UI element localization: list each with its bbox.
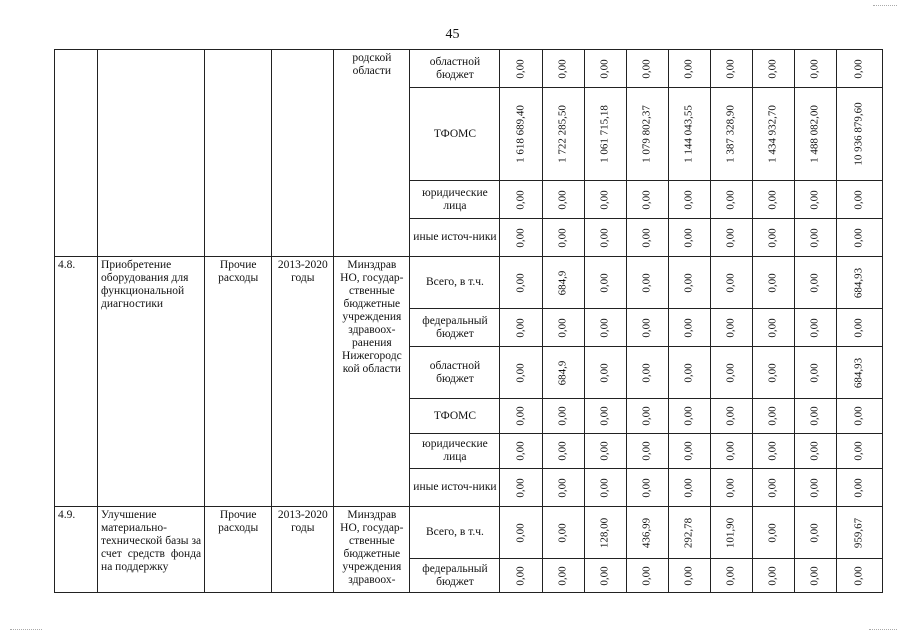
scan-edge-mark (10, 629, 42, 630)
value-text: 0,00 (808, 189, 821, 210)
value-text: 0,00 (514, 272, 527, 293)
value-cell (542, 559, 584, 593)
value-text: 0,00 (808, 58, 821, 79)
value-cell (794, 257, 836, 309)
value-cell (584, 559, 626, 593)
value-cell (710, 88, 752, 181)
period: 2013-2020 годы (272, 507, 334, 593)
value-text: 0,00 (852, 406, 865, 426)
value-cell (794, 219, 836, 257)
value-cell (500, 559, 542, 593)
value-text: 0,00 (766, 441, 779, 461)
value-cell (542, 181, 584, 219)
funding-source: областной бюджет (410, 347, 500, 399)
value-cell (752, 50, 794, 88)
value-cell (542, 469, 584, 507)
funding-source: Всего, в т.ч. (410, 507, 500, 559)
value-text: 0,00 (556, 522, 569, 543)
value-text: 128,00 (598, 517, 611, 548)
value-cell (542, 434, 584, 469)
value-text: 0,00 (556, 441, 569, 461)
value-cell (584, 219, 626, 257)
value-cell (794, 181, 836, 219)
value-cell (668, 434, 710, 469)
value-cell (836, 309, 882, 347)
value-text: 0,00 (682, 189, 695, 210)
value-cell (794, 559, 836, 593)
value-text: 0,00 (640, 362, 653, 383)
value-text: 0,00 (724, 565, 737, 586)
value-text: 0,00 (766, 58, 779, 79)
expense-category (205, 50, 272, 257)
value-text: 0,00 (598, 227, 611, 248)
value-cell (836, 399, 882, 434)
value-cell (626, 507, 668, 559)
value-cell (584, 309, 626, 347)
value-cell (626, 399, 668, 434)
value-cell (668, 257, 710, 309)
value-cell (794, 309, 836, 347)
value-cell (542, 399, 584, 434)
value-text: 0,00 (682, 272, 695, 293)
value-text: 0,00 (682, 58, 695, 79)
item-name: Улучшение материально-технической базы за счет средств фонда на поддержку (98, 507, 205, 593)
value-cell (626, 469, 668, 507)
value-text: 0,00 (682, 477, 695, 498)
value-text: 0,00 (852, 189, 865, 210)
value-cell (584, 50, 626, 88)
value-cell (584, 469, 626, 507)
value-cell (752, 181, 794, 219)
item-name (98, 50, 205, 257)
table-row (55, 507, 883, 559)
value-text: 0,00 (556, 58, 569, 79)
value-text: 0,00 (724, 317, 737, 338)
value-cell (584, 88, 626, 181)
value-cell (794, 399, 836, 434)
value-text: 1 079 802,37 (640, 105, 653, 163)
value-cell (626, 257, 668, 309)
value-text: 101,90 (724, 517, 737, 548)
value-cell (626, 181, 668, 219)
value-text: 0,00 (640, 477, 653, 498)
value-text: 0,00 (852, 317, 865, 338)
value-text: 0,00 (724, 362, 737, 383)
value-text: 0,00 (724, 406, 737, 426)
value-cell (500, 434, 542, 469)
value-text: 292,78 (682, 517, 695, 548)
value-text: 0,00 (640, 565, 653, 586)
value-text: 0,00 (514, 565, 527, 586)
value-cell (584, 181, 626, 219)
value-cell (584, 434, 626, 469)
value-cell (794, 88, 836, 181)
value-text: 0,00 (640, 227, 653, 248)
value-text: 1 144 043,55 (682, 105, 695, 163)
value-cell (668, 347, 710, 399)
value-text: 0,00 (514, 58, 527, 79)
value-cell (836, 347, 882, 399)
value-text: 0,00 (598, 406, 611, 426)
value-text: 1 618 689,40 (514, 105, 527, 163)
value-cell (668, 181, 710, 219)
value-cell (500, 219, 542, 257)
value-cell (752, 347, 794, 399)
value-cell (710, 309, 752, 347)
value-text: 0,00 (724, 58, 737, 79)
value-text: 0,00 (682, 317, 695, 338)
value-cell (836, 434, 882, 469)
value-text: 0,00 (852, 441, 865, 461)
value-text: 0,00 (514, 362, 527, 383)
value-text: 1 387 328,90 (724, 105, 737, 163)
value-cell (626, 559, 668, 593)
value-cell (668, 50, 710, 88)
value-text: 684,9 (556, 270, 569, 295)
value-text: 684,9 (556, 360, 569, 385)
value-cell (500, 507, 542, 559)
value-cell (710, 434, 752, 469)
value-text: 0,00 (766, 406, 779, 426)
value-text: 0,00 (808, 272, 821, 293)
value-cell (794, 434, 836, 469)
value-text: 0,00 (556, 317, 569, 338)
value-cell (584, 347, 626, 399)
value-cell (710, 257, 752, 309)
value-text: 0,00 (514, 522, 527, 543)
value-text: 436,99 (640, 517, 653, 548)
value-cell (668, 399, 710, 434)
value-text: 684,93 (852, 357, 865, 388)
value-cell (752, 434, 794, 469)
value-text: 1 061 715,18 (598, 105, 611, 163)
value-text: 0,00 (640, 317, 653, 338)
value-text: 0,00 (808, 477, 821, 498)
value-text: 0,00 (852, 58, 865, 79)
value-cell (500, 257, 542, 309)
value-text: 0,00 (682, 441, 695, 461)
value-text: 0,00 (514, 227, 527, 248)
funding-source: федеральный бюджет (410, 309, 500, 347)
value-text: 0,00 (724, 189, 737, 210)
value-cell (500, 50, 542, 88)
value-text: 0,00 (556, 477, 569, 498)
value-cell (542, 50, 584, 88)
value-text: 10 936 879,60 (852, 102, 865, 166)
value-cell (752, 309, 794, 347)
funding-source: ТФОМС (410, 399, 500, 434)
value-cell (584, 399, 626, 434)
value-cell (836, 257, 882, 309)
value-text: 0,00 (766, 477, 779, 498)
value-cell (500, 347, 542, 399)
value-text: 0,00 (766, 189, 779, 210)
funding-source: областной бюджет (410, 50, 500, 88)
value-text: 0,00 (808, 565, 821, 586)
period (272, 50, 334, 257)
value-text: 0,00 (514, 317, 527, 338)
value-text: 0,00 (808, 227, 821, 248)
value-text: 0,00 (598, 362, 611, 383)
value-text: 0,00 (808, 406, 821, 426)
value-text: 0,00 (724, 477, 737, 498)
value-cell (794, 469, 836, 507)
value-cell (626, 347, 668, 399)
value-cell (836, 88, 882, 181)
value-text: 0,00 (724, 441, 737, 461)
value-cell (752, 257, 794, 309)
value-cell (836, 507, 882, 559)
value-text: 0,00 (852, 565, 865, 586)
value-cell (752, 559, 794, 593)
period: 2013-2020 годы (272, 257, 334, 507)
value-cell (836, 469, 882, 507)
scan-edge-mark (869, 629, 897, 630)
value-cell (794, 50, 836, 88)
value-cell (752, 469, 794, 507)
item-name: Приобретение оборудования для функциональной диагностики (98, 257, 205, 507)
value-text: 0,00 (514, 406, 527, 426)
value-text: 1 434 932,70 (766, 105, 779, 163)
page-number: 45 (445, 27, 460, 42)
value-text: 0,00 (598, 441, 611, 461)
value-cell (752, 399, 794, 434)
value-text: 0,00 (598, 565, 611, 586)
value-cell (836, 181, 882, 219)
expense-category: Прочие расходы (205, 257, 272, 507)
value-text: 0,00 (556, 227, 569, 248)
value-cell (710, 219, 752, 257)
value-text: 0,00 (556, 189, 569, 210)
value-text: 0,00 (808, 522, 821, 543)
executor: Минздрав НО, государ-ственные бюджетные учреждения здравоох- (334, 507, 410, 593)
funding-source: юридические лица (410, 181, 500, 219)
value-cell (668, 219, 710, 257)
value-text: 0,00 (682, 362, 695, 383)
value-text: 0,00 (852, 227, 865, 248)
value-text: 0,00 (598, 189, 611, 210)
value-text: 0,00 (514, 441, 527, 461)
value-cell (710, 469, 752, 507)
funding-source: федеральный бюджет (410, 559, 500, 593)
value-text: 0,00 (724, 272, 737, 293)
funding-table (54, 49, 883, 593)
table-row (55, 257, 883, 309)
value-text: 0,00 (514, 477, 527, 498)
value-cell (626, 219, 668, 257)
funding-source: иные источ-ники (410, 219, 500, 257)
value-text: 0,00 (514, 189, 527, 210)
funding-source: иные источ-ники (410, 469, 500, 507)
value-text: 0,00 (556, 406, 569, 426)
value-cell (668, 559, 710, 593)
value-text: 0,00 (766, 272, 779, 293)
value-text: 0,00 (682, 565, 695, 586)
value-cell (710, 507, 752, 559)
value-text: 0,00 (852, 477, 865, 498)
value-cell (710, 50, 752, 88)
value-cell (710, 347, 752, 399)
value-text: 0,00 (766, 565, 779, 586)
value-text: 0,00 (598, 317, 611, 338)
value-cell (626, 50, 668, 88)
executor: родской области (334, 50, 410, 257)
value-cell (752, 88, 794, 181)
value-cell (836, 559, 882, 593)
value-text: 0,00 (808, 317, 821, 338)
value-cell (584, 507, 626, 559)
value-text: 0,00 (682, 227, 695, 248)
table-row (55, 50, 883, 88)
value-cell (626, 88, 668, 181)
value-text: 959,67 (852, 517, 865, 548)
value-cell (542, 219, 584, 257)
value-cell (710, 559, 752, 593)
value-text: 0,00 (766, 362, 779, 383)
value-cell (542, 347, 584, 399)
value-cell (500, 181, 542, 219)
value-text: 0,00 (556, 565, 569, 586)
value-cell (500, 469, 542, 507)
value-text: 0,00 (766, 227, 779, 248)
value-text: 0,00 (640, 58, 653, 79)
value-text: 0,00 (640, 406, 653, 426)
value-text: 1 488 082,00 (808, 105, 821, 163)
item-number: 4.9. (55, 507, 98, 593)
value-text: 0,00 (640, 189, 653, 210)
value-cell (500, 88, 542, 181)
value-text: 0,00 (724, 227, 737, 248)
value-text: 0,00 (808, 362, 821, 383)
value-text: 1 722 285,50 (556, 105, 569, 163)
funding-source: Всего, в т.ч. (410, 257, 500, 309)
value-text: 0,00 (766, 522, 779, 543)
value-text: 0,00 (598, 58, 611, 79)
value-text: 0,00 (640, 441, 653, 461)
funding-source: юридические лица (410, 434, 500, 469)
value-text: 0,00 (808, 441, 821, 461)
value-cell (710, 399, 752, 434)
value-cell (668, 88, 710, 181)
value-cell (836, 50, 882, 88)
value-cell (752, 219, 794, 257)
value-cell (710, 181, 752, 219)
scan-edge-mark (873, 5, 897, 6)
item-number (55, 50, 98, 257)
value-text: 0,00 (598, 272, 611, 293)
value-text: 684,93 (852, 267, 865, 298)
value-cell (794, 347, 836, 399)
value-text: 0,00 (766, 317, 779, 338)
value-text: 0,00 (640, 272, 653, 293)
value-cell (668, 507, 710, 559)
value-cell (542, 309, 584, 347)
value-cell (500, 399, 542, 434)
value-cell (794, 507, 836, 559)
value-cell (836, 219, 882, 257)
value-text: 0,00 (598, 477, 611, 498)
executor: Минздрав НО, государ-ственные бюджетные учреждения здравоох-ранения Нижегородс кой области (334, 257, 410, 507)
value-cell (668, 469, 710, 507)
value-cell (584, 257, 626, 309)
value-cell (626, 309, 668, 347)
value-cell (752, 507, 794, 559)
expense-category: Прочие расходы (205, 507, 272, 593)
value-cell (500, 309, 542, 347)
value-cell (542, 257, 584, 309)
funding-source: ТФОМС (410, 88, 500, 181)
value-cell (542, 88, 584, 181)
value-cell (668, 309, 710, 347)
value-cell (626, 434, 668, 469)
value-text: 0,00 (682, 406, 695, 426)
value-cell (542, 507, 584, 559)
item-number: 4.8. (55, 257, 98, 507)
